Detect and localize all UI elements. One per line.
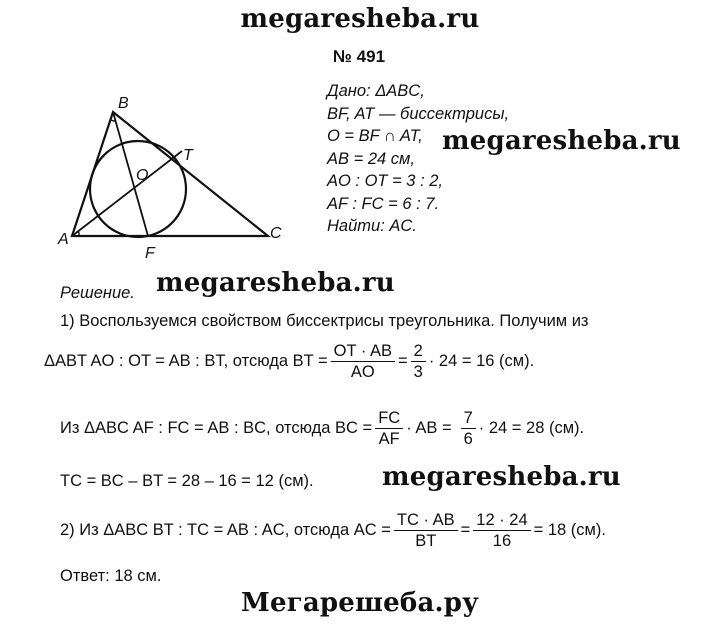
eq4-suffix: = 18 (см). <box>533 521 606 540</box>
triangle-abc <box>72 112 268 236</box>
eq1-denominator: AO <box>350 363 375 382</box>
watermark-inline-2: megaresheba.ru <box>156 268 395 298</box>
equation-bc <box>60 409 584 449</box>
eq2-numerator: FC <box>375 409 403 429</box>
given-line-7: Найти: AC. <box>327 217 417 235</box>
watermark-inline-1: megaresheba.ru <box>442 126 681 156</box>
eq1-fraction-2 <box>411 342 426 382</box>
eq4-fraction-2 <box>473 511 530 551</box>
eq2-suffix: · 24 = 28 (см). <box>478 419 585 438</box>
equation-bt <box>44 342 534 382</box>
inscribed-circle <box>90 141 186 237</box>
eq4-prefix: 2) Из ΔABC BT : TC = AB : AC, отсюда AC = <box>60 521 391 540</box>
label-t: T <box>183 147 193 164</box>
eq2-numerator-2: 7 <box>461 409 476 429</box>
eq4-numerator-2: 12 · 24 <box>473 511 530 531</box>
label-f: F <box>145 245 155 262</box>
eq4-numerator: TC · AB <box>394 511 458 531</box>
problem-number: № 491 <box>333 47 386 66</box>
label-c: C <box>270 225 282 242</box>
eq2-fraction-2 <box>461 409 476 449</box>
eq1-prefix: ΔABT AO : OT = AB : BT, отсюда BT = <box>44 352 328 371</box>
label-b: B <box>118 95 129 112</box>
eq2-prefix: Из ΔABC AF : FC = AB : BC, отсюда BC = <box>60 419 373 438</box>
given-block <box>327 80 509 238</box>
given-line-5: AO : OT = 3 : 2, <box>327 172 443 190</box>
eq4-denominator: BT <box>415 532 437 551</box>
given-line-2: BF, AT — биссектрисы, <box>327 104 510 123</box>
watermark-inline-3: megaresheba.ru <box>382 462 621 492</box>
step1-intro: 1) Воспользуемся свойством биссектрисы треугольника. Получим из <box>60 312 589 330</box>
eq4-denominator-2: 16 <box>492 532 512 551</box>
given-line-3: O = BF ∩ AT, <box>327 127 423 145</box>
given-line-1: Дано: ΔABC, <box>327 82 425 100</box>
given-line-4: AB = 24 см, <box>327 149 415 168</box>
eq1-suffix: · 24 = 16 (см). <box>428 352 535 371</box>
eq4-mid: = <box>460 521 471 540</box>
triangle-figure <box>40 84 310 264</box>
watermark-top: megaresheba.ru <box>240 4 480 34</box>
label-a: A <box>58 231 69 248</box>
solution-heading: Решение. <box>60 284 135 302</box>
eq2-fraction-1 <box>375 409 403 449</box>
eq2-mid: · AB = <box>406 419 452 438</box>
eq1-mid: = <box>398 352 408 371</box>
equation-ac <box>60 511 606 551</box>
given-line-6: AF : FC = 6 : 7. <box>327 194 440 213</box>
equation-tc: TC = BC – BT = 28 – 16 = 12 (см). <box>60 472 314 490</box>
watermark-bottom: Мегарешеба.ру <box>241 588 479 618</box>
label-o: O <box>136 167 149 184</box>
eq1-numerator-2: 2 <box>411 342 426 362</box>
eq1-numerator: OT · AB <box>331 342 395 362</box>
eq4-fraction-1 <box>394 511 458 551</box>
eq2-denominator-2: 6 <box>463 430 473 449</box>
answer: Ответ: 18 см. <box>60 567 162 585</box>
eq2-denominator: AF <box>378 430 400 449</box>
eq1-denominator-2: 3 <box>413 363 423 382</box>
eq1-fraction-1 <box>331 342 395 382</box>
